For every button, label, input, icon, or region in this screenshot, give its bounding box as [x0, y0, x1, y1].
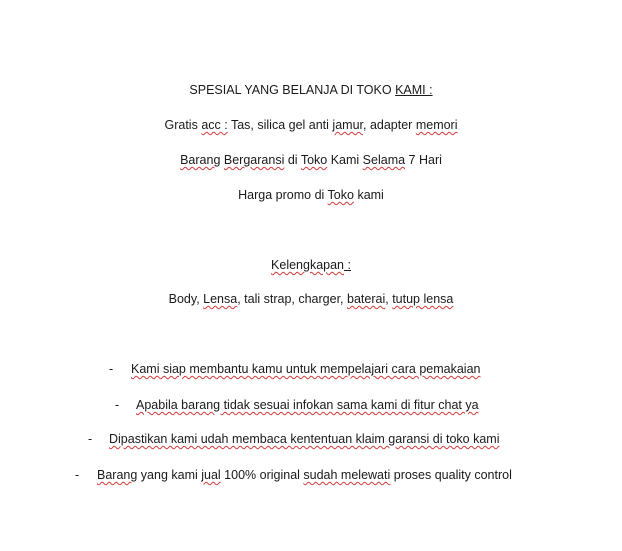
item-lensa: Lensa: [203, 292, 238, 306]
bullet-dash: -: [75, 468, 80, 482]
bullet-item: Barang yang kami jual 100% original sudah melewati proses quality control: [97, 468, 512, 482]
item-separator: ,: [385, 292, 393, 306]
garansi-line: [0, 152, 622, 168]
bullet-dash: -: [109, 362, 114, 376]
garansi-bergaransi: Bergaransi: [223, 153, 285, 167]
promo-toko: Toko: [327, 188, 354, 202]
gratis-acc: acc :: [201, 118, 228, 132]
kelengkapan-colon: :: [344, 258, 351, 272]
gratis-memori: memori: [415, 118, 458, 132]
promo-text: Harga promo di: [238, 188, 325, 202]
garansi-di: di: [287, 153, 298, 167]
gratis-word: Gratis: [164, 118, 198, 132]
bullet-dash: -: [88, 432, 93, 446]
heading-text: SPESIAL YANG BELANJA DI TOKO: [189, 83, 396, 97]
garansi-barang: Barang: [180, 153, 221, 167]
promo-line: [0, 187, 622, 203]
bullet-item: Dipastikan kami udah membaca kententuan klaim garansi di toko kami: [109, 432, 500, 446]
gratis-items: Tas, silica gel anti: [230, 118, 329, 132]
kelengkapan-items: [0, 291, 622, 307]
kelengkapan-title: [0, 257, 622, 273]
item-strap-charger: , tali strap, charger,: [237, 292, 347, 306]
gratis-line: [0, 117, 622, 133]
bullet-item: Apabila barang tidak sesuai infokan sama kami di fitur chat ya: [136, 398, 479, 412]
item-body: Body,: [168, 292, 204, 306]
promo-kami: kami: [357, 188, 384, 202]
gratis-adapter: , adapter: [363, 118, 413, 132]
bullet-item: Kami siap membantu kamu untuk mempelajari cara pemakaian: [131, 362, 481, 376]
heading-kami: KAMI :: [395, 83, 433, 97]
garansi-toko: Toko: [300, 153, 328, 167]
garansi-kami: Kami: [330, 153, 360, 167]
promo-heading: [0, 82, 622, 98]
bullet-dash: -: [115, 398, 120, 412]
item-tutup-lensa: tutup lensa: [392, 292, 454, 306]
garansi-selama: Selama: [362, 153, 406, 167]
garansi-hari: 7 Hari: [408, 153, 442, 167]
kelengkapan-word: Kelengkapan: [271, 258, 345, 272]
item-baterai: baterai: [347, 292, 386, 306]
gratis-jamur: jamur: [332, 118, 363, 132]
